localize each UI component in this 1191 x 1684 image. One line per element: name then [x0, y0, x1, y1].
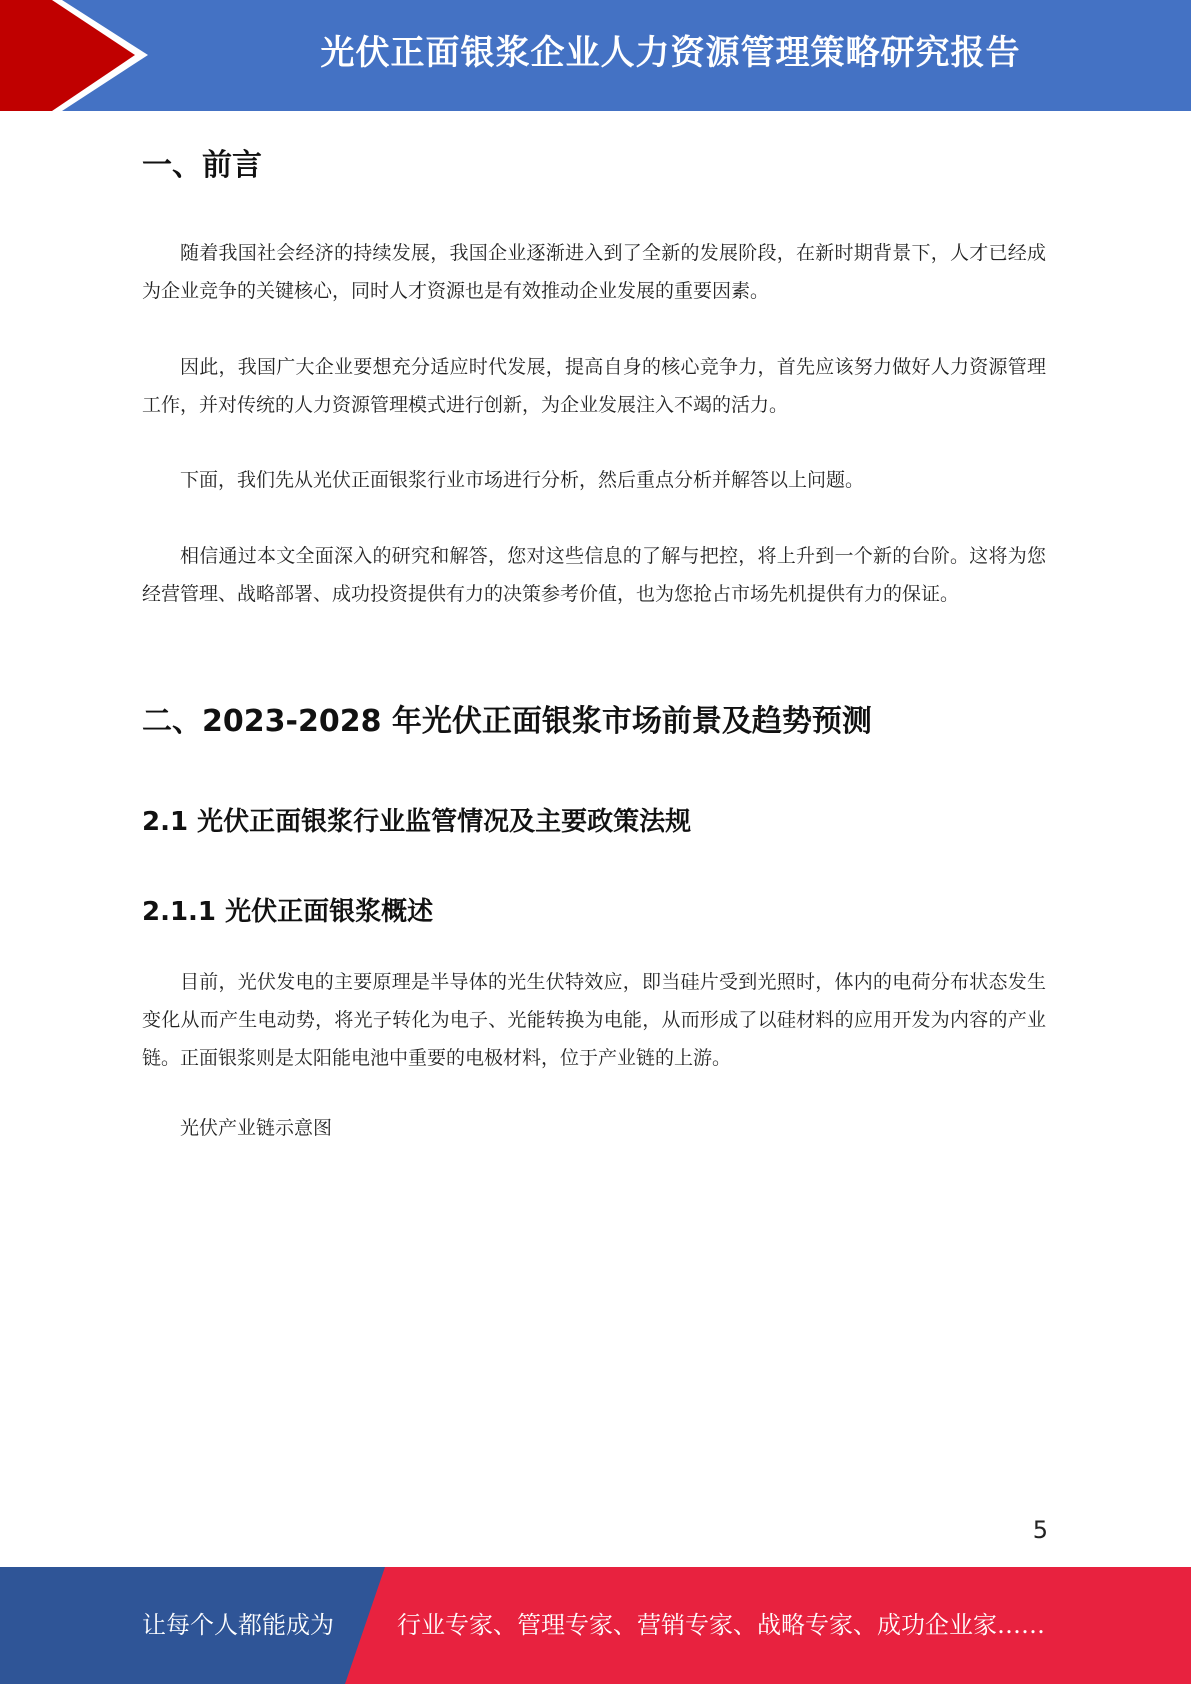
overview-subheading: 2.1.1 光伏正面银浆概述 — [142, 897, 434, 927]
overview-paragraph: 目前，光伏发电的主要原理是半导体的光生伏特效应，即当硅片受到光照时，体内的电荷分布状态发生变化从而产生电动势，将光子转化为电子、光能转换为电能，从而形成了以硅材料的应用开发为内容的产业链。正面银浆则是太阳能电池中重要的电极材料，位于产业链的上游。 — [142, 971, 1046, 1069]
preface-heading: 一、前言 — [142, 148, 262, 183]
forecast-heading: 二、2023-2028 年光伏正面银浆市场前景及趋势预测 — [142, 704, 872, 739]
footer-slogan-left: 让每个人都能成为 — [142, 1611, 334, 1639]
preface-paragraph-3: 下面，我们先从光伏正面银浆行业市场进行分析，然后重点分析并解答以上问题。 — [180, 469, 865, 491]
page-number: 5 — [1032, 1516, 1048, 1544]
preface-paragraph-4: 相信通过本文全面深入的研究和解答，您对这些信息的了解与把控，将上升到一个新的台阶。这将为您经营管理、战略部署、成功投资提供有力的决策参考价值，也为您抢占市场先机提供有力的保证。 — [142, 545, 1046, 605]
figure-caption: 光伏产业链示意图 — [180, 1117, 333, 1139]
red-chevron-decoration — [0, 0, 160, 111]
header-banner — [0, 0, 1191, 111]
footer-slogan-right: 行业专家、管理专家、营销专家、战略专家、成功企业家…… — [397, 1611, 1045, 1639]
preface-paragraph-1: 随着我国社会经济的持续发展，我国企业逐渐进入到了全新的发展阶段，在新时期背景下，人才已经成为企业竞争的关键核心，同时人才资源也是有效推动企业发展的重要因素。 — [142, 242, 1046, 302]
footer-banner — [0, 1567, 1191, 1684]
report-title: 光伏正面银浆企业人力资源管理策略研究报告 — [320, 33, 1021, 73]
preface-paragraph-2: 因此，我国广大企业要想充分适应时代发展，提高自身的核心竞争力，首先应该努力做好人力资源管理工作，并对传统的人力资源管理模式进行创新，为企业发展注入不竭的活力。 — [142, 356, 1046, 416]
policy-subheading: 2.1 光伏正面银浆行业监管情况及主要政策法规 — [142, 807, 692, 837]
